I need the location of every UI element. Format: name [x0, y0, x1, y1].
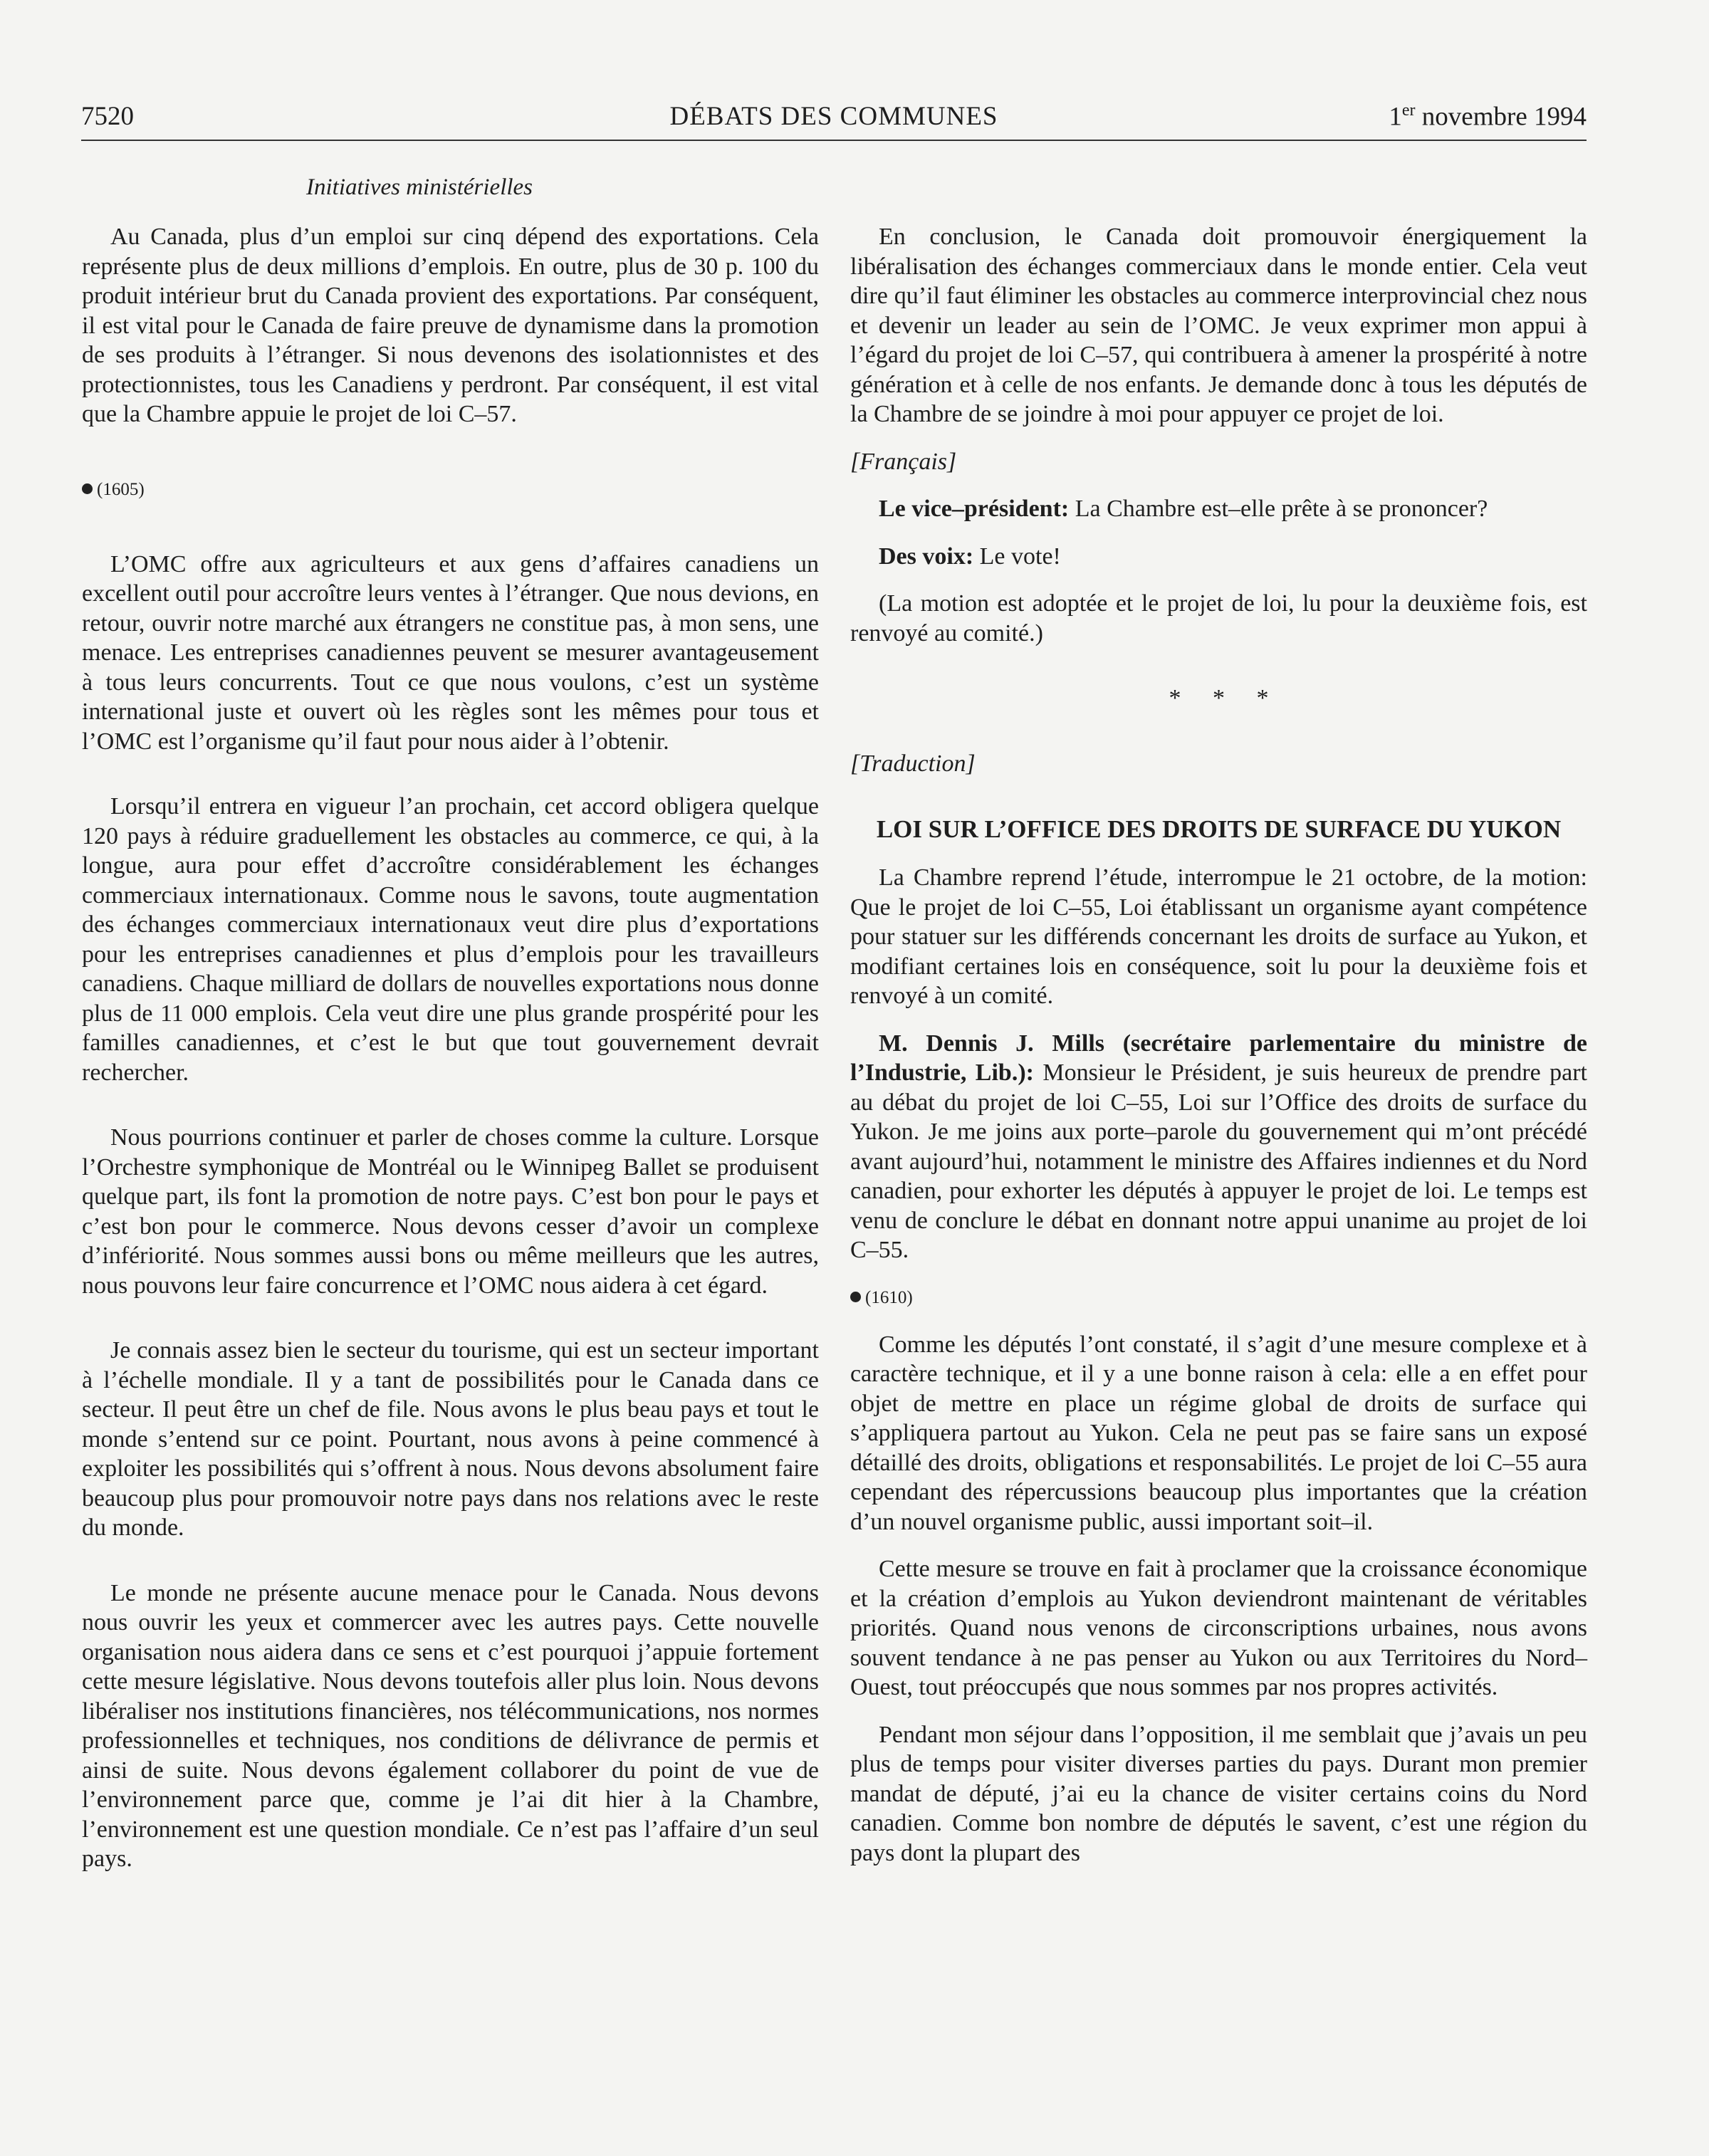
page-header — [81, 100, 1587, 141]
motion-note: (La motion est adoptée et le projet de loi, lu pour la deuxième fois, est renvoyé au comité.) — [850, 590, 1587, 647]
bullet-icon — [82, 483, 93, 494]
section-separator: * * * — [1169, 685, 1282, 711]
running-head: Initiatives ministérielles — [306, 174, 533, 200]
paragraph: Lorsqu’il entrera en vigueur l’an prochain, cet accord obligera quelque 120 pays à réduire graduellement les obstacles au commerce, ce qui, à la longue, aura pour effet d’accroître considérablement les échanges commerciaux internationaux. Comme nous le savons, toute augmentation des échanges commerciaux internationaux veut dire plus d’exportations pour les entreprises canadiennes et plus d’emplois pour les travailleurs canadiens. Chaque milliard de dollars de nouvelles exportations nous donne plus de 11 000 emplois. Cela veut dire une plus grande prospérité pour les familles canadiennes, et c’est le but que tout gouvernement devrait rechercher. — [82, 793, 819, 1086]
speaker-name: Des voix: — [879, 543, 974, 570]
paragraph: Nous pourrions continuer et parler de choses comme la culture. Lorsque l’Orchestre symphonique de Montréal ou le Winnipeg Ballet se produisent quelque part, ils font la promotion de notre pays. C’est bon pour le pays et c’est bon pour le commerce. Nous devons cesser d’avoir un complexe d’infériorité. Nous sommes aussi bons ou même meilleurs que les autres, nous pouvons leur faire concurrence et l’OMC nous aidera à cet égard. — [82, 1124, 819, 1299]
speech-mills: M. Dennis J. Mills (secrétaire parlementaire du ministre de l’Industrie, Lib.): Monsieur le Président, je suis heureux de prendre part au débat du projet de loi C–55, Loi sur l’Office des droits de surface du Yukon. Je me joins aux porte–parole du gouvernement qui m’ont précédé avant aujourd’hui, notamment le ministre des Affaires indiennes et du Nord canadien, pour exhorter les députés à appuyer le projet de loi. Le temps est venu de conclure le débat en donnant notre appui unanime au projet de loi C–55. — [850, 1030, 1587, 1263]
publication-title: DÉBATS DES COMMUNES — [669, 102, 998, 131]
speaker-name: M. Dennis J. Mills (secrétaire parlementaire du ministre de l’Industrie, Lib.): — [850, 1030, 1587, 1086]
paragraph: Cette mesure se trouve en fait à proclamer que la croissance économique et la création d’emplois au Yukon deviendront maintenant de véritables priorités. Quand nous venons de circonscriptions urbaines, nous avons souvent tendance à ne pas penser au Yukon ou aux Territoires du Nord–Ouest, tout préoccupés que nous sommes par nos propres activités. — [850, 1556, 1587, 1700]
language-note: [Traduction] — [850, 750, 976, 777]
page-number: 7520 — [81, 102, 134, 131]
section-title: LOI SUR L’OFFICE DES DROITS DE SURFACE DU YUKON — [876, 815, 1562, 843]
time-marker: (1605) — [82, 475, 819, 504]
paragraph: La Chambre reprend l’étude, interrompue le 21 octobre, de la motion: Que le projet de loi C–55, Loi établissant un organisme ayant compétence pour statuer sur les différends concernant les droits de surface au Yukon, et modifiant certaines lois en conséquence, soit lu pour la deuxième fois et renvoyé à un comité. — [850, 864, 1587, 1009]
paragraph: Au Canada, plus d’un emploi sur cinq dépend des exportations. Cela représente plus de deux millions d’emplois. En outre, plus de 30 p. 100 du produit intérieur brut du Canada provient des exportations. Par conséquent, il est vital pour le Canada de faire preuve de dynamisme dans la promotion de ses produits à l’étranger. Si nous devenons des isolationnistes et des protectionnistes, tous les Canadiens y perdront. Par conséquent, il est vital que la Chambre appuie le projet de loi C–57. — [82, 224, 819, 427]
language-note: [Français] — [850, 448, 957, 475]
right-column — [850, 222, 1587, 1868]
speech-voices: Des voix: Le vote! — [879, 543, 1061, 570]
paragraph: Je connais assez bien le secteur du tourisme, qui est un secteur important à l’échelle mondiale. Il y a tant de possibilités pour le Canada dans ce secteur. Il peut être un chef de file. Nous avons le plus beau pays et tout le monde s’entend sur ce point. Pourtant, nous avons à peine commencé à exploiter les possibilités qui s’offrent à nous. Nous devons absolument faire beaucoup plus pour promouvoir notre pays dans nos relations avec le reste du monde. — [82, 1337, 819, 1541]
bullet-icon — [850, 1292, 861, 1302]
paragraph: Comme les députés l’ont constaté, il s’agit d’une mesure complexe et à caractère technique, et il y a une bonne raison à cela: elle a en effet pour objet de mettre en place un régime global de droits de surface qui s’appliquera partout au Yukon. Cela ne peut pas se faire sans un exposé détaillé des droits, obligations et responsabilités. Le projet de loi C–55 aura cependant des répercussions beaucoup plus importantes que la création d’un nouvel organisme public, aussi important soit–il. — [850, 1331, 1587, 1535]
speech-vice-president: Le vice–président: La Chambre est–elle prête à se prononcer? — [879, 496, 1488, 522]
left-column — [82, 222, 819, 1874]
paragraph: En conclusion, le Canada doit promouvoir énergiquement la libéralisation des échanges commerciaux dans le monde entier. Cela veut dire qu’il faut éliminer les obstacles au commerce interprovincial chez nous et devenir un leader au sein de l’OMC. Je veux exprimer mon appui à l’égard du projet de loi C–57, qui contribuera à amener la prospérité à notre génération et à celle de nos enfants. Je demande donc à tous les députés de la Chambre de se joindre à moi pour appuyer ce projet de loi. — [850, 224, 1587, 427]
paragraph: Le monde ne présente aucune menace pour le Canada. Nous devons nous ouvrir les yeux et commercer avec les autres pays. Cette nouvelle organisation nous aidera dans ce sens et c’est pourquoi j’appuie fortement cette mesure législative. Nous devons toutefois aller plus loin. Nous devons libéraliser nos institutions financières, nos télécommunications, nos normes professionnelles et techniques, nos conditions de délivrance de permis et ainsi de suite. Nous devons également collaborer du point de vue de l’environnement parce que, comme je l’ai dit hier à la Chambre, l’environnement est une question mondiale. Ce n’est pas l’affaire d’un seul pays. — [82, 1579, 819, 1872]
speaker-name: Le vice–président: — [879, 496, 1070, 522]
paragraph: L’OMC offre aux agriculteurs et aux gens d’affaires canadiens un excellent outil pour accroître leurs ventes à l’étranger. Que nous devions, en retour, ouvrir notre marché aux étrangers ne constitue pas, à mon sens, une menace. Les entreprises canadiennes peuvent se mesurer avantageusement à tous leurs concurrents. Tout ce que nous voulons, c’est un système international juste et ouvert où les règles sont les mêmes pour tous et l’OMC est l’organisme qu’il faut pour nous aider à l’obtenir. — [82, 550, 819, 755]
publication-date: 1er novembre 1994 — [1389, 101, 1587, 132]
time-marker: (1610) — [850, 1283, 1587, 1312]
paragraph: Pendant mon séjour dans l’opposition, il me semblait que j’avais un peu plus de temps pour visiter diverses parties du pays. Durant mon premier mandat de député, j’ai eu la chance de visiter certains coins du Nord canadien. Comme bon nombre de députés le savent, c’est une région du pays dont la plupart des — [850, 1721, 1587, 1866]
